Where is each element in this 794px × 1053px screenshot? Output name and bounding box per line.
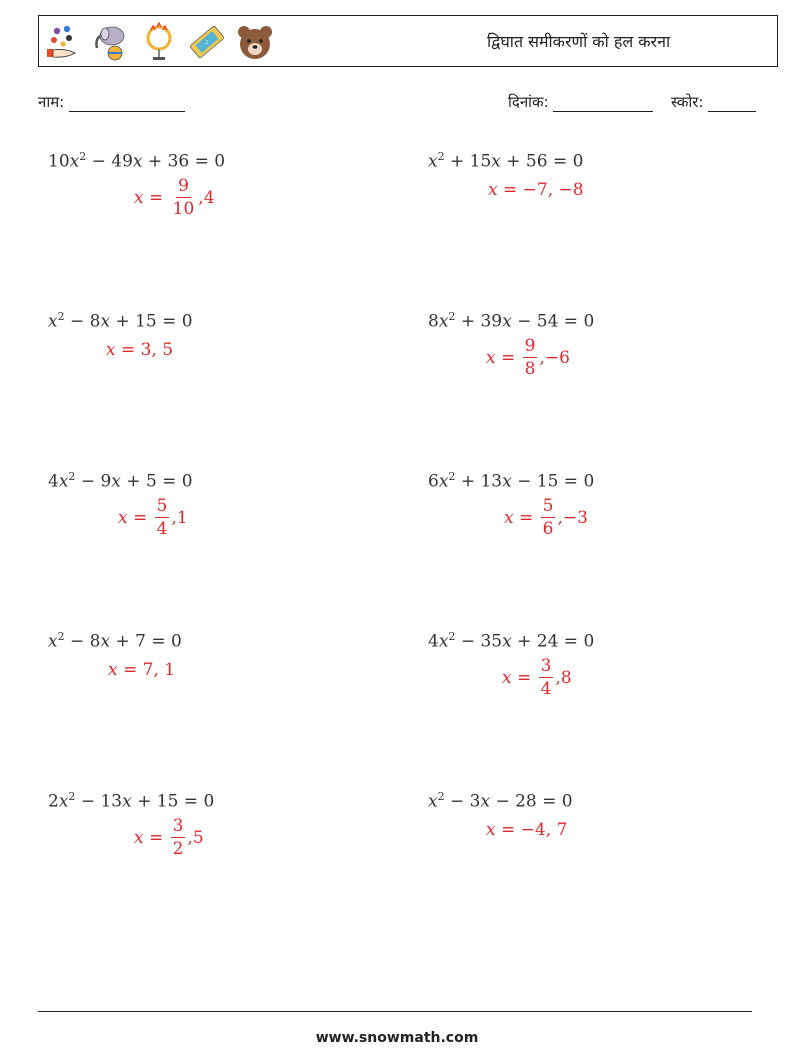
second-root: ,8 [555, 668, 572, 688]
coefficient-b: − 8 [64, 311, 101, 332]
equation [48, 630, 182, 652]
answer [488, 180, 584, 200]
bear-face-icon [235, 22, 275, 62]
constant-term: + 24 = 0 [511, 631, 595, 652]
constant-term: + 7 = 0 [110, 631, 182, 652]
variable-x: x [491, 151, 501, 172]
variable-x: x [132, 151, 143, 172]
second-root: ,1 [171, 508, 188, 528]
name-label: नाम: [38, 93, 65, 111]
variable-x: x [502, 668, 512, 688]
name-field [38, 92, 185, 112]
variable-x: x [134, 188, 144, 208]
equation [428, 150, 583, 172]
variable-x: x [502, 311, 512, 332]
coefficient-a: 4 [48, 471, 59, 492]
roots: −7, −8 [522, 180, 584, 200]
fraction [539, 658, 554, 698]
fraction [523, 338, 538, 378]
variable-x: x [108, 660, 118, 680]
fraction [541, 498, 556, 538]
second-root: ,5 [187, 828, 204, 848]
answer [486, 338, 570, 378]
constant-term: + 15 = 0 [110, 311, 193, 332]
date-score-field [508, 92, 756, 112]
answer [106, 340, 173, 360]
coefficient-b: + 39 [455, 311, 503, 332]
equation [48, 310, 193, 332]
coefficient-a: 10 [48, 151, 70, 172]
juggling-hand-icon [43, 22, 83, 62]
name-blank[interactable] [69, 95, 185, 112]
equation [48, 470, 193, 492]
answer [504, 498, 588, 538]
fraction-denominator: 4 [540, 679, 552, 699]
equals-sign: = [513, 508, 539, 528]
constant-term: − 15 = 0 [511, 471, 595, 492]
equation [428, 310, 594, 332]
equals-sign: = [511, 668, 537, 688]
exponent: 2 [68, 790, 76, 803]
answer [134, 818, 204, 858]
fraction [171, 178, 197, 218]
answer [134, 178, 215, 218]
second-root: ,−6 [539, 348, 570, 368]
coefficient-b: + 15 [444, 151, 492, 172]
constant-term: + 36 = 0 [142, 151, 226, 172]
equation [48, 790, 214, 812]
coefficient-a: 8 [428, 311, 439, 332]
header-icons [43, 20, 275, 64]
answer [486, 820, 567, 840]
circus-hoop-icon [139, 22, 179, 62]
answer [108, 660, 175, 680]
exponent: 2 [448, 470, 456, 483]
fraction-numerator: 3 [540, 656, 552, 676]
variable-x: x [134, 828, 144, 848]
fraction-numerator: 9 [524, 336, 536, 356]
fraction [155, 498, 170, 538]
coefficient-b: − 8 [64, 631, 101, 652]
equals-sign: = [117, 660, 143, 680]
variable-x: x [111, 471, 121, 492]
variable-x: x [486, 348, 496, 368]
fraction-numerator: 5 [542, 496, 554, 516]
equation [428, 790, 573, 812]
variable-x: x [58, 791, 69, 812]
fraction-denominator: 6 [542, 519, 554, 539]
exponent: 2 [437, 790, 445, 803]
variable-x: x [100, 311, 111, 332]
fraction-denominator: 8 [524, 359, 536, 379]
constant-term: − 54 = 0 [511, 311, 595, 332]
equals-sign: = [127, 508, 153, 528]
exponent: 2 [79, 150, 87, 163]
ticket-icon [187, 22, 227, 62]
equals-sign: = [143, 188, 169, 208]
variable-x: x [118, 508, 128, 528]
variable-x: x [106, 340, 116, 360]
coefficient-a: 4 [428, 631, 439, 652]
variable-x: x [438, 471, 449, 492]
fraction [171, 818, 186, 858]
variable-x: x [58, 471, 69, 492]
variable-x: x [100, 631, 111, 652]
equals-sign: = [495, 820, 521, 840]
footer-divider [38, 1011, 752, 1012]
variable-x: x [502, 471, 512, 492]
coefficient-b: + 13 [455, 471, 503, 492]
exponent: 2 [57, 630, 65, 643]
constant-term: + 15 = 0 [131, 791, 215, 812]
variable-x: x [438, 631, 449, 652]
date-blank[interactable] [553, 95, 653, 112]
variable-x: x [486, 820, 496, 840]
variable-x: x [504, 508, 514, 528]
variable-x: x [480, 791, 491, 812]
coefficient-a: 6 [428, 471, 439, 492]
answer [502, 658, 572, 698]
variable-x: x [502, 631, 512, 652]
worksheet-header [38, 15, 778, 67]
second-root: ,4 [198, 188, 215, 208]
exponent: 2 [448, 310, 456, 323]
coefficient-b: − 35 [455, 631, 503, 652]
fraction-denominator: 10 [172, 199, 195, 219]
constant-term: − 28 = 0 [490, 791, 573, 812]
equals-sign: = [115, 340, 141, 360]
equals-sign: = [143, 828, 169, 848]
equation [428, 470, 594, 492]
variable-x: x [488, 180, 498, 200]
answer [118, 498, 188, 538]
equals-sign: = [497, 180, 523, 200]
coefficient-b: − 9 [75, 471, 112, 492]
exponent: 2 [448, 630, 456, 643]
exponent: 2 [68, 470, 76, 483]
variable-x: x [48, 311, 58, 332]
variable-x: x [428, 791, 438, 812]
roots: 3, 5 [140, 340, 174, 360]
fraction-numerator: 5 [156, 496, 168, 516]
equation [48, 150, 225, 172]
coefficient-b: − 49 [86, 151, 133, 172]
fraction-numerator: 9 [178, 176, 189, 196]
worksheet-title: द्विघात समीकरणों को हल करना [487, 32, 671, 51]
variable-x: x [438, 311, 449, 332]
coefficient-b: − 3 [444, 791, 481, 812]
variable-x: x [69, 151, 80, 172]
roots: 7, 1 [142, 660, 176, 680]
fraction-denominator: 4 [156, 519, 168, 539]
constant-term: + 56 = 0 [500, 151, 584, 172]
score-blank[interactable] [708, 95, 756, 112]
elephant-on-ball-icon [91, 22, 131, 62]
fraction-numerator: 3 [172, 816, 184, 836]
variable-x: x [428, 151, 438, 172]
exponent: 2 [57, 310, 65, 323]
footer-url: www.snowmath.com [315, 1030, 479, 1046]
second-root: ,−3 [557, 508, 588, 528]
constant-term: + 5 = 0 [120, 471, 193, 492]
equation [428, 630, 594, 652]
coefficient-b: − 13 [75, 791, 123, 812]
roots: −4, 7 [520, 820, 568, 840]
date-label: दिनांक: [508, 93, 549, 111]
equals-sign: = [495, 348, 521, 368]
coefficient-a: 2 [48, 791, 59, 812]
score-label: स्कोर: [670, 93, 704, 111]
variable-x: x [48, 631, 58, 652]
exponent: 2 [437, 150, 445, 163]
fraction-denominator: 2 [172, 839, 184, 859]
variable-x: x [122, 791, 132, 812]
